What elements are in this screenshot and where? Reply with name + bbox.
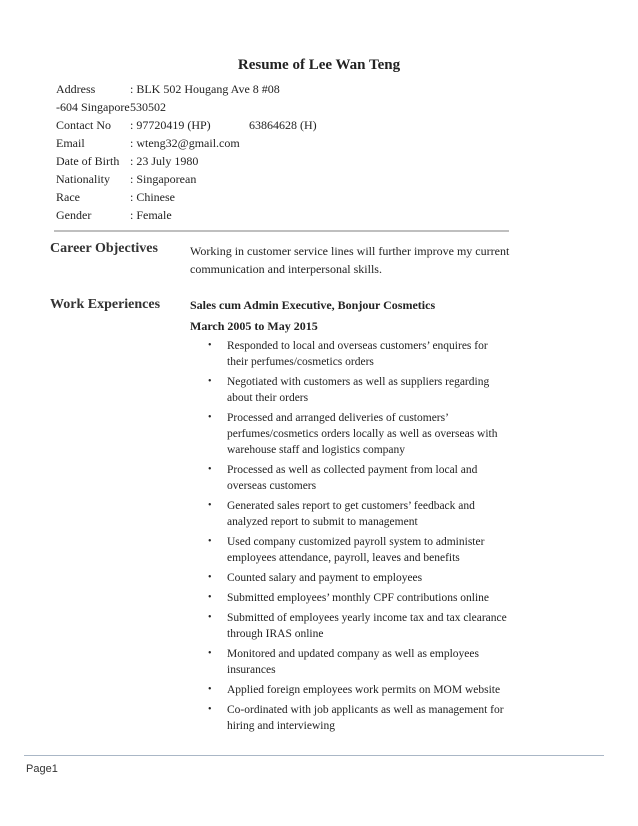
job-title: Sales cum Admin Executive, Bonjour Cosmetics [190, 298, 436, 312]
address-cont-value: 530502 [130, 100, 166, 114]
bullet-icon: • [208, 376, 212, 387]
bullet-icon: • [208, 412, 212, 423]
list-item [208, 610, 508, 642]
nationality-value: : Singaporean [130, 172, 197, 186]
career-objectives-heading: Career Objectives [50, 241, 158, 256]
bullet-icon: • [208, 536, 212, 547]
dob-label: Date of Birth [56, 154, 120, 168]
list-item [208, 374, 508, 406]
bullet-icon: • [208, 500, 212, 511]
bullet-icon: • [208, 684, 212, 695]
footer-divider [24, 755, 604, 756]
address-label: Address [56, 82, 96, 96]
duty-text: Counted salary and payment to employees [227, 572, 423, 584]
list-item [208, 590, 508, 606]
list-item [208, 410, 508, 458]
contact-home: 63864628 (H) [249, 118, 317, 132]
contact-label: Contact No [56, 118, 111, 132]
race-value: : Chinese [130, 190, 175, 204]
list-item [208, 702, 508, 734]
list-item [208, 462, 508, 494]
bullet-icon: • [208, 648, 212, 659]
career-objectives-text: Working in customer service lines will further improve my current communication and interpersonal skills. [190, 244, 510, 276]
job-dates: March 2005 to May 2015 [190, 319, 318, 333]
list-item [208, 570, 508, 586]
bullet-icon: • [208, 572, 212, 583]
duty-text: Generated sales report to get customers’ feedback and analyzed report to submit to management [227, 500, 475, 528]
duty-text: Used company customized payroll system to administer employees attendance, payroll, leaves and benefits [227, 536, 485, 564]
duty-text: Submitted of employees yearly income tax and tax clearance through IRAS online [227, 612, 507, 640]
duty-text: Co-ordinated with job applicants as well as management for hiring and interviewing [227, 704, 504, 732]
list-item [208, 682, 508, 698]
race-label: Race [56, 190, 80, 204]
duty-text: Processed as well as collected payment from local and overseas customers [227, 464, 478, 492]
list-item [208, 646, 508, 678]
email-label: Email [56, 136, 85, 150]
address-cont-label: -604 Singapore [56, 100, 130, 114]
gender-label: Gender [56, 208, 92, 222]
bullet-icon: • [208, 340, 212, 351]
bullet-icon: • [208, 704, 212, 715]
nationality-label: Nationality [56, 172, 110, 186]
duties-list [208, 338, 508, 738]
work-experiences-heading: Work Experiences [50, 297, 161, 312]
duty-text: Negotiated with customers as well as suppliers regarding about their orders [227, 376, 490, 404]
duty-text: Processed and arranged deliveries of customers’ perfumes/cosmetics orders locally as well as overseas with warehouse staff and logistics company [227, 412, 498, 456]
section-divider [54, 230, 509, 232]
list-item [208, 498, 508, 530]
email-value: : wteng32@gmail.com [130, 136, 240, 150]
bullet-icon: • [208, 464, 212, 475]
page-number: Page1 [26, 763, 58, 775]
duty-text: Monitored and updated company as well as employees insurances [227, 648, 479, 676]
contact-value: : 97720419 (HP) [130, 118, 211, 132]
dob-value: : 23 July 1980 [130, 154, 199, 168]
duty-text: Applied foreign employees work permits on MOM website [227, 684, 501, 696]
list-item [208, 338, 508, 370]
bullet-icon: • [208, 592, 212, 603]
address-value: : BLK 502 Hougang Ave 8 #08 [130, 82, 280, 96]
duty-text: Submitted employees’ monthly CPF contributions online [227, 592, 490, 604]
bullet-icon: • [208, 612, 212, 623]
list-item [208, 534, 508, 566]
gender-value: : Female [130, 208, 172, 222]
duty-text: Responded to local and overseas customers’ enquires for their perfumes/cosmetics orders [227, 340, 488, 368]
resume-title: Resume of Lee Wan Teng [237, 57, 401, 73]
